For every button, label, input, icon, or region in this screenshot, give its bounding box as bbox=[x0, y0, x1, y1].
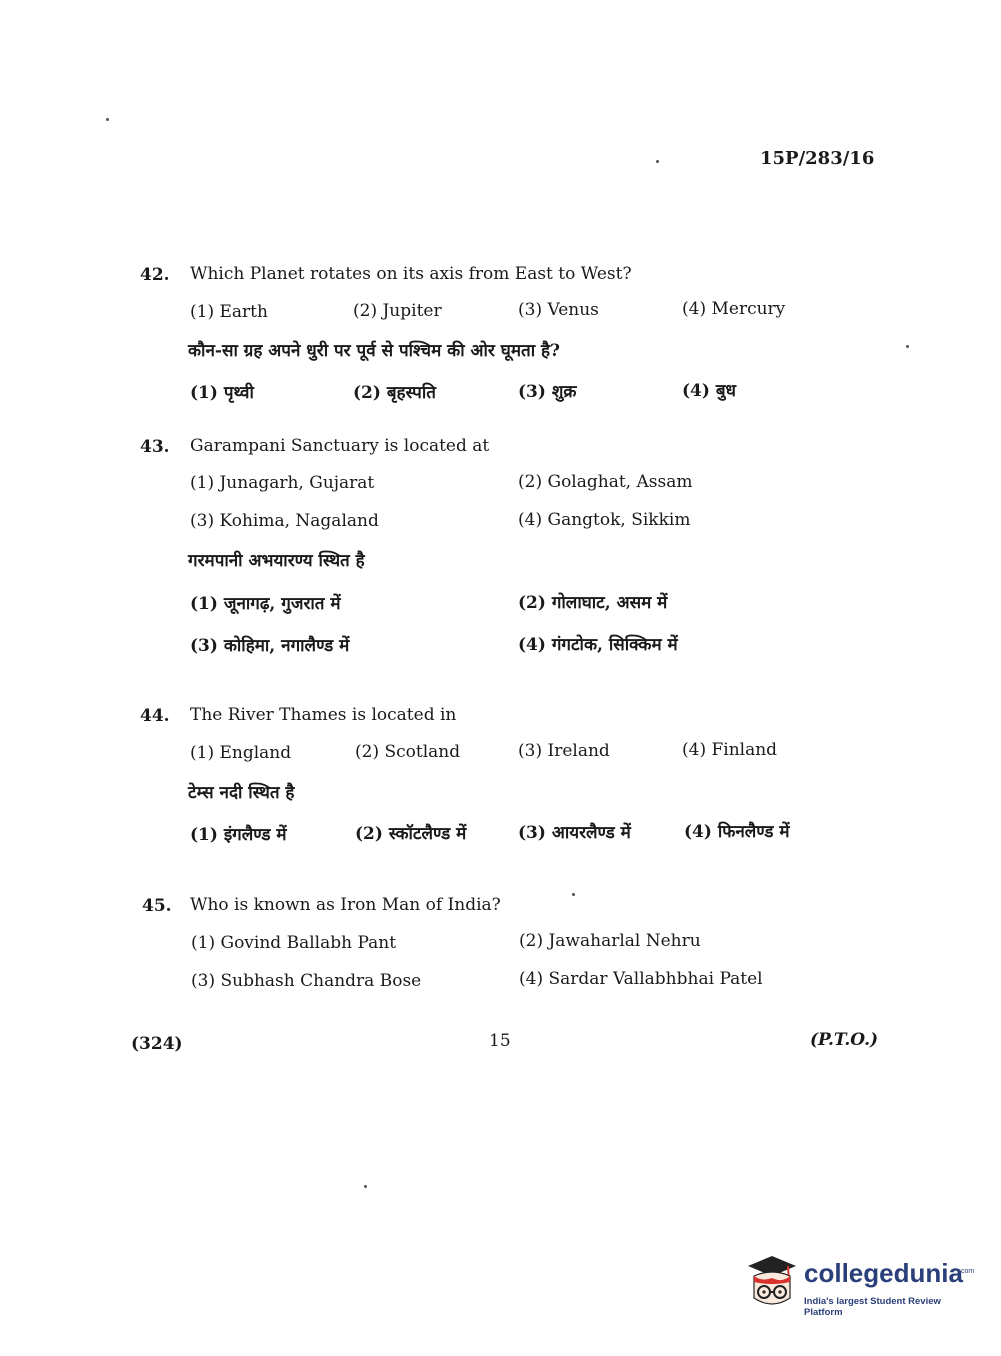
option-1: (1) Earth bbox=[190, 302, 268, 322]
scan-speck bbox=[106, 118, 109, 121]
option-3: (3) Kohima, Nagaland bbox=[190, 511, 379, 531]
option-1-hindi: (1) इंगलैण्ड में bbox=[190, 825, 287, 845]
option-3-hindi: (3) शुक्र bbox=[518, 382, 577, 402]
pto-label: (P.T.O.) bbox=[810, 1030, 879, 1050]
question-text-hindi: कौन-सा ग्रह अपने धुरी पर पूर्व से पश्चिम की ओर घूमता है? bbox=[188, 341, 561, 361]
question-text-hindi: टेम्स नदी स्थित है bbox=[188, 783, 295, 803]
question-text: Garampani Sanctuary is located at bbox=[190, 436, 490, 456]
option-2-hindi: (2) बृहस्पति bbox=[353, 383, 436, 403]
option-1: (1) England bbox=[190, 743, 292, 763]
option-2: (2) Jawaharlal Nehru bbox=[519, 931, 701, 951]
option-1: (1) Govind Ballabh Pant bbox=[191, 933, 397, 953]
question-number: 43. bbox=[140, 437, 170, 457]
question-number: 45. bbox=[142, 896, 172, 916]
option-4: (4) Mercury bbox=[682, 299, 786, 319]
graduate-mascot-icon bbox=[742, 1252, 800, 1314]
option-2: (2) Jupiter bbox=[353, 301, 442, 321]
option-3-hindi: (3) कोहिमा, नगालैण्ड में bbox=[190, 636, 350, 656]
question-text: Who is known as Iron Man of India? bbox=[190, 895, 501, 915]
question-text: Which Planet rotates on its axis from East to West? bbox=[190, 264, 632, 284]
question-number: 44. bbox=[140, 706, 170, 726]
option-4: (4) Sardar Vallabhbhai Patel bbox=[519, 969, 763, 989]
option-3: (3) Venus bbox=[518, 300, 599, 320]
scan-speck bbox=[364, 1185, 367, 1188]
option-4-hindi: (4) बुध bbox=[682, 381, 736, 401]
scan-speck bbox=[906, 345, 909, 348]
option-3: (3) Subhash Chandra Bose bbox=[191, 971, 422, 991]
scan-speck bbox=[572, 893, 575, 896]
option-3: (3) Ireland bbox=[518, 741, 610, 761]
option-1-hindi: (1) पृथ्वी bbox=[190, 383, 254, 403]
option-1: (1) Junagarh, Gujarat bbox=[190, 473, 375, 493]
option-2: (2) Scotland bbox=[355, 742, 461, 762]
logo-name: collegedunia bbox=[804, 1258, 963, 1288]
question-text: The River Thames is located in bbox=[190, 705, 457, 725]
footer-code: (324) bbox=[131, 1034, 183, 1054]
option-4-hindi: (4) फिनलैण्ड में bbox=[684, 822, 790, 842]
collegedunia-logo bbox=[742, 1252, 975, 1322]
option-1-hindi: (1) जूनागढ़, गुजरात में bbox=[190, 594, 341, 614]
option-2-hindi: (2) स्कॉटलैण्ड में bbox=[355, 824, 467, 844]
question-text-hindi: गरमपानी अभयारण्य स्थित है bbox=[188, 551, 365, 571]
option-2: (2) Golaghat, Assam bbox=[518, 472, 693, 492]
option-2-hindi: (2) गोलाघाट, असम में bbox=[518, 593, 668, 613]
scan-speck bbox=[656, 160, 659, 163]
option-4-hindi: (4) गंगटोक, सिक्किम में bbox=[518, 635, 678, 655]
logo-dotcom: .com bbox=[959, 1268, 975, 1275]
question-number: 42. bbox=[140, 265, 170, 285]
option-4: (4) Finland bbox=[682, 740, 778, 760]
option-4: (4) Gangtok, Sikkim bbox=[518, 510, 691, 530]
paper-code: 15P/283/16 bbox=[760, 148, 875, 169]
logo-tagline: India's largest Student Review Platform bbox=[804, 1296, 941, 1318]
option-3-hindi: (3) आयरलैण्ड में bbox=[518, 823, 631, 843]
page-number: 15 bbox=[489, 1031, 511, 1051]
